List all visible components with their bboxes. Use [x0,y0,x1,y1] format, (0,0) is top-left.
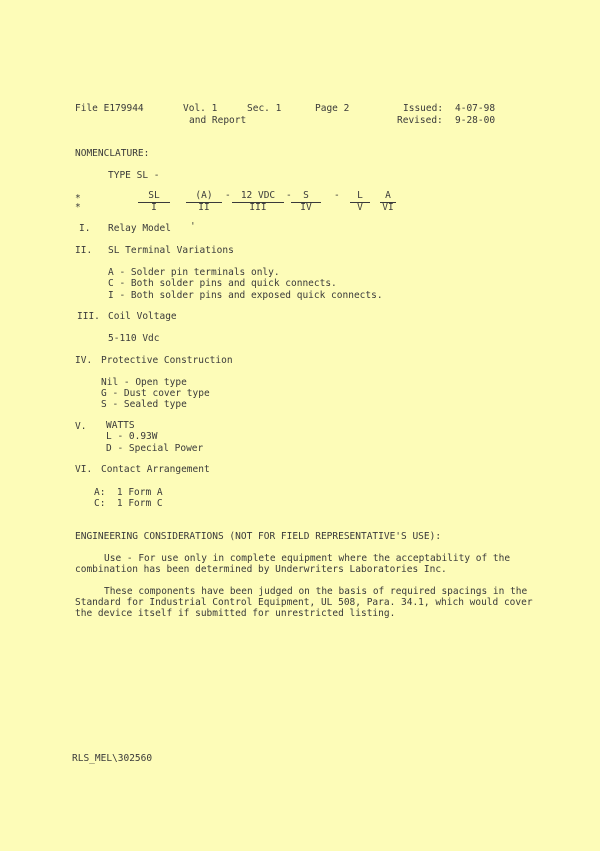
revised-date: 9-28-00 [455,115,496,126]
type-line: TYPE SL - [108,170,160,181]
engineering-paragraph-line: the device itself if submitted for unrestricted listing. [75,608,396,619]
numeral-star: * [75,202,81,213]
engineering-paragraph-line: Use - For use only in complete equipment where the acceptability of the [104,553,511,564]
list-item: S - Sealed type [101,399,187,410]
file-number: File E179944 [75,103,144,114]
coil-voltage-value: 5-110 Vdc [108,333,160,344]
section: Sec. 1 [247,103,282,114]
numeral-iii: III [249,202,267,213]
numeral-ii: II [198,202,210,213]
list-item: C: 1 Form C [94,498,163,509]
section-iii-number: III. [77,311,100,322]
code-dash-3: - [334,190,340,201]
numeral-v: V [357,202,363,213]
code-vdc: 12 VDC [240,190,276,201]
list-item: D - Special Power [106,443,204,454]
section-i-title: Relay Model [108,223,171,234]
code-l: L [357,190,363,201]
document-reference: RLS_MEL\302560 [72,753,153,764]
list-item: G - Dust cover type [101,388,210,399]
section-ii-number: II. [75,245,93,256]
section-v-title: WATTS [106,420,135,431]
engineering-paragraph-line: combination has been determined by Underwriters Laboratories Inc. [75,564,447,575]
list-item: A - Solder pin terminals only. [108,267,280,278]
section-ii-title: SL Terminal Variations [108,245,234,256]
code-s: S [303,190,309,201]
list-item: L - 0.93W [106,431,158,442]
revised-label: Revised: [397,115,443,126]
engineering-heading: ENGINEERING CONSIDERATIONS (NOT FOR FIELD REPRESENTATIVE'S USE): [75,531,442,542]
numeral-i: I [151,202,157,213]
section-i-mark: ' [190,221,196,232]
nomenclature-heading: NOMENCLATURE: [75,148,150,159]
engineering-paragraph-line: Standard for Industrial Control Equipment, UL 508, Para. 34.1, which would cover [75,597,533,608]
code-star: * [75,193,81,204]
numeral-iv: IV [300,202,312,213]
section-iv-title: Protective Construction [101,355,233,366]
page-number: Page 2 [315,103,350,114]
list-item: C - Both solder pins and quick connects. [108,278,337,289]
code-a: (A) [195,190,213,201]
code-sl: SL [148,190,160,201]
list-item: Nil - Open type [101,377,187,388]
list-item: I - Both solder pins and exposed quick connects. [108,290,383,301]
section-iii-title: Coil Voltage [108,311,177,322]
section-v-number: V. [75,421,87,432]
section-i-number: I. [79,223,91,234]
list-item: A: 1 Form A [94,487,163,498]
report-label: and Report [189,115,247,126]
volume: Vol. 1 [183,103,218,114]
issued-date: 4-07-98 [455,103,496,114]
numeral-vi: VI [382,202,394,213]
issued-label: Issued: [403,103,444,114]
engineering-paragraph-line: These components have been judged on the basis of required spacings in the [104,586,528,597]
section-vi-number: VI. [75,464,93,475]
code-a2: A [385,190,391,201]
code-dash-2: - [286,190,292,201]
section-vi-title: Contact Arrangement [101,464,210,475]
code-dash-1: - [225,190,231,201]
section-iv-number: IV. [75,355,93,366]
